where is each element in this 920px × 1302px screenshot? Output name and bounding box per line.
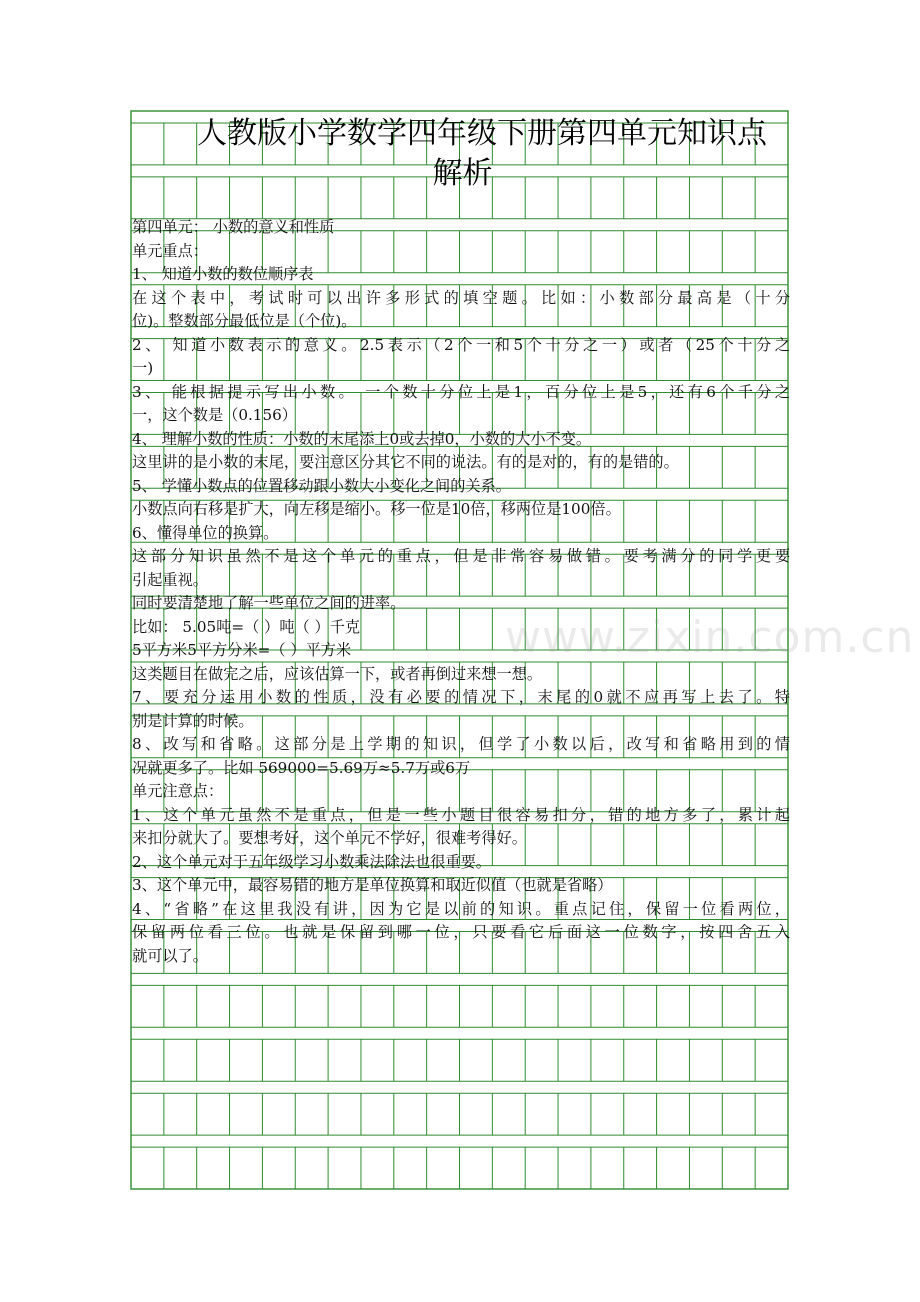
text-line: 7、要充分运用小数的性质，没有必要的情况下，末尾的0就不应再写上去了。特 bbox=[132, 688, 790, 706]
text-line: 这部分知识虽然不是这个单元的重点，但是非常容易做错。要考满分的同学更要 bbox=[132, 547, 790, 565]
text-line: 比如： 5.05吨=（ ）吨（ ）千克 bbox=[132, 617, 361, 636]
text-line: 这类题目在做完之后，应该估算一下，或者再倒过来想一想。 bbox=[132, 664, 543, 683]
text-line: 小数点向右移是扩大，向左移是缩小。移一位是10倍，移两位是100倍。 bbox=[132, 500, 621, 518]
text-line: 一) bbox=[132, 359, 154, 377]
text-line: 6、懂得单位的换算。 bbox=[132, 523, 279, 542]
text-line: 1、 知道小数的数位顺序表 bbox=[132, 265, 314, 283]
text-line: 第四单元： 小数的意义和性质 bbox=[132, 218, 335, 236]
text-line: 就可以了。 bbox=[132, 946, 208, 965]
text-line: 4、“省略”在这里我没有讲，因为它是以前的知识。重点记住，保留一位看两位， bbox=[132, 899, 790, 918]
text-line: 况就更多了。比如 569000=5.69万≈5.7万或6万 bbox=[132, 758, 471, 777]
watermark: www.zixin.com.cn bbox=[505, 612, 915, 663]
text-line: 保留两位看三位。也就是保留到哪一位，只要看它后面这一位数字，按四舍五入 bbox=[132, 923, 790, 941]
text-line: 3、 能根据提示写出小数。 一个数十分位上是1，百分位上是5，还有6个千分之 bbox=[132, 382, 790, 401]
document-title bbox=[131, 114, 788, 194]
text-line: 别是计算的时候。 bbox=[132, 711, 254, 730]
text-line: 5、 学懂小数点的位置移动跟小数大小变化之间的关系。 bbox=[132, 476, 511, 495]
text-line: 8、改写和省略。这部分是上学期的知识，但学了小数以后，改写和省略用到的情 bbox=[132, 735, 790, 753]
text-line: 来扣分就大了。要想考好，这个单元不学好，很难考得好。 bbox=[132, 829, 527, 847]
text-line: 位)。整数部分最低位是（个位)。 bbox=[132, 312, 357, 330]
title-line-1: 人教版小学数学四年级下册第四单元知识点 bbox=[197, 116, 767, 151]
document-body bbox=[132, 216, 790, 968]
text-line: 2、 知道小数表示的意义。2.5表示（2个一和5个十分之一）或者（25个十分之 bbox=[132, 335, 790, 354]
text-line: 4、 理解小数的性质：小数的末尾添上0或去掉0，小数的大小不变。 bbox=[132, 429, 592, 448]
text-line: 同时要清楚地了解一些单位之间的进率。 bbox=[132, 594, 406, 612]
text-line: 单元注意点： bbox=[132, 782, 224, 800]
text-line: 5平方米5平方分米=（ ）平方米 bbox=[132, 641, 352, 659]
text-line: 这里讲的是小数的末尾，要注意区分其它不同的说法。有的是对的，有的是错的。 bbox=[132, 453, 679, 471]
title-line-2: 解析 bbox=[432, 156, 493, 191]
text-line: 引起重视。 bbox=[132, 570, 208, 589]
text-line: 2、这个单元对于五年级学习小数乘法除法也很重要。 bbox=[132, 852, 491, 871]
text-line: 在这个表中，考试时可以出许多形式的填空题。比如：小数部分最高是（十分 bbox=[132, 288, 790, 307]
text-line: 单元重点： bbox=[132, 241, 208, 260]
text-line: 1、这个单元虽然不是重点，但是一些小题目很容易扣分，错的地方多了，累计起 bbox=[132, 805, 790, 824]
text-line: 3、这个单元中，最容易错的地方是单位换算和取近似值（也就是省略） bbox=[132, 876, 613, 894]
text-line: 一，这个数是（0.156） bbox=[132, 406, 297, 424]
